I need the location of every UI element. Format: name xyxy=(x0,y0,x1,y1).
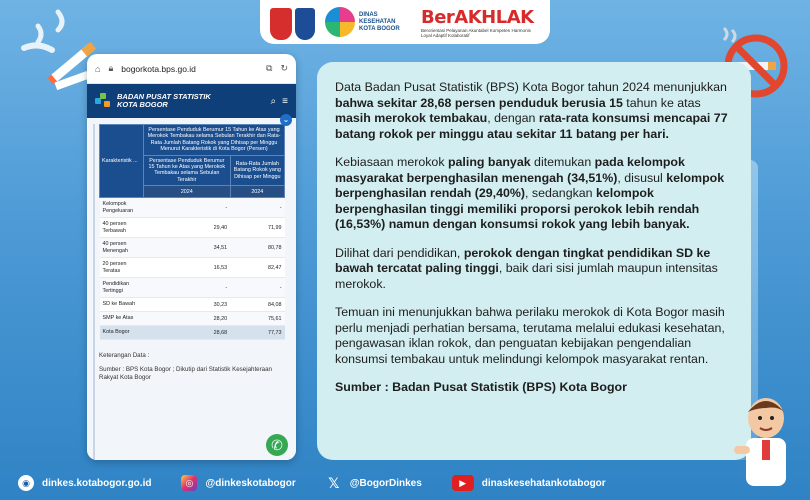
info-card xyxy=(317,62,751,460)
table-row: Pendidikan Tertinggi - - xyxy=(100,278,285,298)
footer-website[interactable] xyxy=(18,475,151,491)
header-logos xyxy=(260,0,550,44)
instagram-icon: ◎ xyxy=(181,475,197,491)
table-row: Kelompok Pengeluaran - - xyxy=(100,198,285,218)
table-row: SD ke Bawah 30,23 84,08 xyxy=(100,298,285,312)
table-row: 40 persen Terbawah 29,40 71,99 xyxy=(100,218,285,238)
dinkes-logo xyxy=(325,7,411,37)
table-main-header: Persentase Penduduk Berumur 15 Tahun ke Atas yang Merokok Tembakau selama Sebulan Terakhir dan Rata-Rata Jumlah Batang Rokok yang Dihisap per Minggu Menurut Karakteristik di Kota Bogor (Persen) xyxy=(144,125,285,156)
bps-title xyxy=(117,93,265,110)
youtube-text[interactable]: dinaskesehatankotabogor xyxy=(481,477,606,489)
year2-header: 2024 xyxy=(230,186,284,198)
col1-header: Persentase Penduduk Berumur 15 Tahun ke Atas yang Merokok Tembakau selama Sebulan Terakhir xyxy=(144,155,231,186)
footer-instagram[interactable] xyxy=(181,475,295,491)
x-twitter-icon: 𝕏 xyxy=(328,474,340,491)
source-text: Sumber : Badan Pusat Statistik (BPS) Kota Bogor xyxy=(335,380,627,394)
bps-logo-icon xyxy=(95,93,111,109)
sidebar-line xyxy=(93,124,95,460)
paragraph-4: Temuan ini menunjukkan bahwa perilaku merokok di Kota Bogor masih perlu menjadi perhatian bersama, terutama melalui edukasi kesehatan, pengawasan iklan rokok, dan penguatan kebijakan pengendalian konsumsi tembakau untuk melindungi kelompok masyarakat rentan. xyxy=(335,305,725,366)
year1-header: 2024 xyxy=(144,186,231,198)
bps-header xyxy=(87,84,296,118)
website-text[interactable]: dinkes.kotabogor.go.id xyxy=(42,477,152,489)
footer-youtube[interactable] xyxy=(452,475,606,491)
table-row: 20 persen Teratas 16,53 82,47 xyxy=(100,258,285,278)
col2-header: Rata-Rata Jumlah Batang Rokok yang Dihisap per Minggu xyxy=(230,155,284,186)
row-header: Karakteristik ... xyxy=(100,125,144,198)
berakhlak-logo xyxy=(421,7,541,38)
notes-source: Sumber : BPS Kota Bogor ; Dikutip dari Statistik Kesejahteraan Rakyat Kota Bogor xyxy=(99,366,272,382)
berakhlak-title: BerAKHLAK xyxy=(421,6,534,28)
table-row: 40 persen Menengah 34,51 80,78 xyxy=(100,238,285,258)
search-icon[interactable]: ⌕ xyxy=(270,95,277,107)
dinkes-logo-text: DINAS KESEHATAN KOTA BOGOR xyxy=(359,11,400,32)
page-content xyxy=(87,115,296,460)
phone-screenshot xyxy=(87,54,296,460)
footer-twitter[interactable] xyxy=(326,475,422,491)
paragraph-2: Kebiasaan merokok paling banyak ditemukan pada kelompok masyarakat berpenghasilan menengah (34,51%), disusul kelompok berpenghasilan rendah (29,40%), sedangkan kelompok berpenghasilan tinggi memiliki proporsi perokok lebih rendah (16,53%) namun dengan konsumsi rokok yang lebih banyak. xyxy=(335,155,725,231)
lock-icon: 🔒︎ xyxy=(108,63,114,73)
browser-url-bar[interactable] xyxy=(87,54,296,84)
paragraph-3: Dilihat dari pendidikan, perokok dengan tingkat pendidikan SD ke bawah tercatat paling tinggi, baik dari sisi jumlah maupun intensitas merokok. xyxy=(335,245,718,291)
instagram-text[interactable]: @dinkeskotabogor xyxy=(205,477,296,489)
bps-title-line2: KOTA BOGOR xyxy=(117,100,168,109)
table-row-total: Kota Bogor 28,68 77,73 xyxy=(100,326,285,340)
youtube-icon: ▶ xyxy=(452,475,474,491)
reload-icon[interactable]: ↻ xyxy=(280,63,288,73)
data-table xyxy=(99,124,285,340)
url-text[interactable]: bogorkota.bps.go.id xyxy=(121,63,196,74)
tabs-icon[interactable]: ⧉ xyxy=(266,63,273,73)
globe-icon: ◉ xyxy=(18,475,34,491)
chevron-down-icon[interactable]: ⌄ xyxy=(280,114,292,126)
table-notes xyxy=(99,352,286,382)
twitter-text[interactable]: @BogorDinkes xyxy=(349,477,422,489)
menu-icon[interactable]: ≡ xyxy=(282,95,288,107)
home-icon[interactable]: ⌂ xyxy=(95,63,101,74)
paragraph-1: Data Badan Pusat Statistik (BPS) Kota Bogor tahun 2024 menunjukkan bahwa sekitar 28,68 persen penduduk berusia 15 tahun ke atas masih merokok tembakau, dengan rata-rata konsumsi mencapai 77 batang rokok per minggu atau sekitar 11 batang per hari. xyxy=(335,80,728,141)
notes-title: Keterangan Data : xyxy=(99,352,150,360)
footer xyxy=(0,466,810,500)
bps-title-line1: BADAN PUSAT STATISTIK xyxy=(117,91,211,101)
table-row: SMP ke Atas 28,20 75,61 xyxy=(100,312,285,326)
kota-bogor-logo xyxy=(270,4,315,40)
berakhlak-subtitle: Berorientasi Pelayanan Akuntabel Kompeten Harmonis Loyal Adaptif Kolaboratif xyxy=(421,27,531,38)
dinkes-logo-mark xyxy=(325,7,355,37)
whatsapp-fab-icon[interactable]: ✆ xyxy=(266,434,288,456)
